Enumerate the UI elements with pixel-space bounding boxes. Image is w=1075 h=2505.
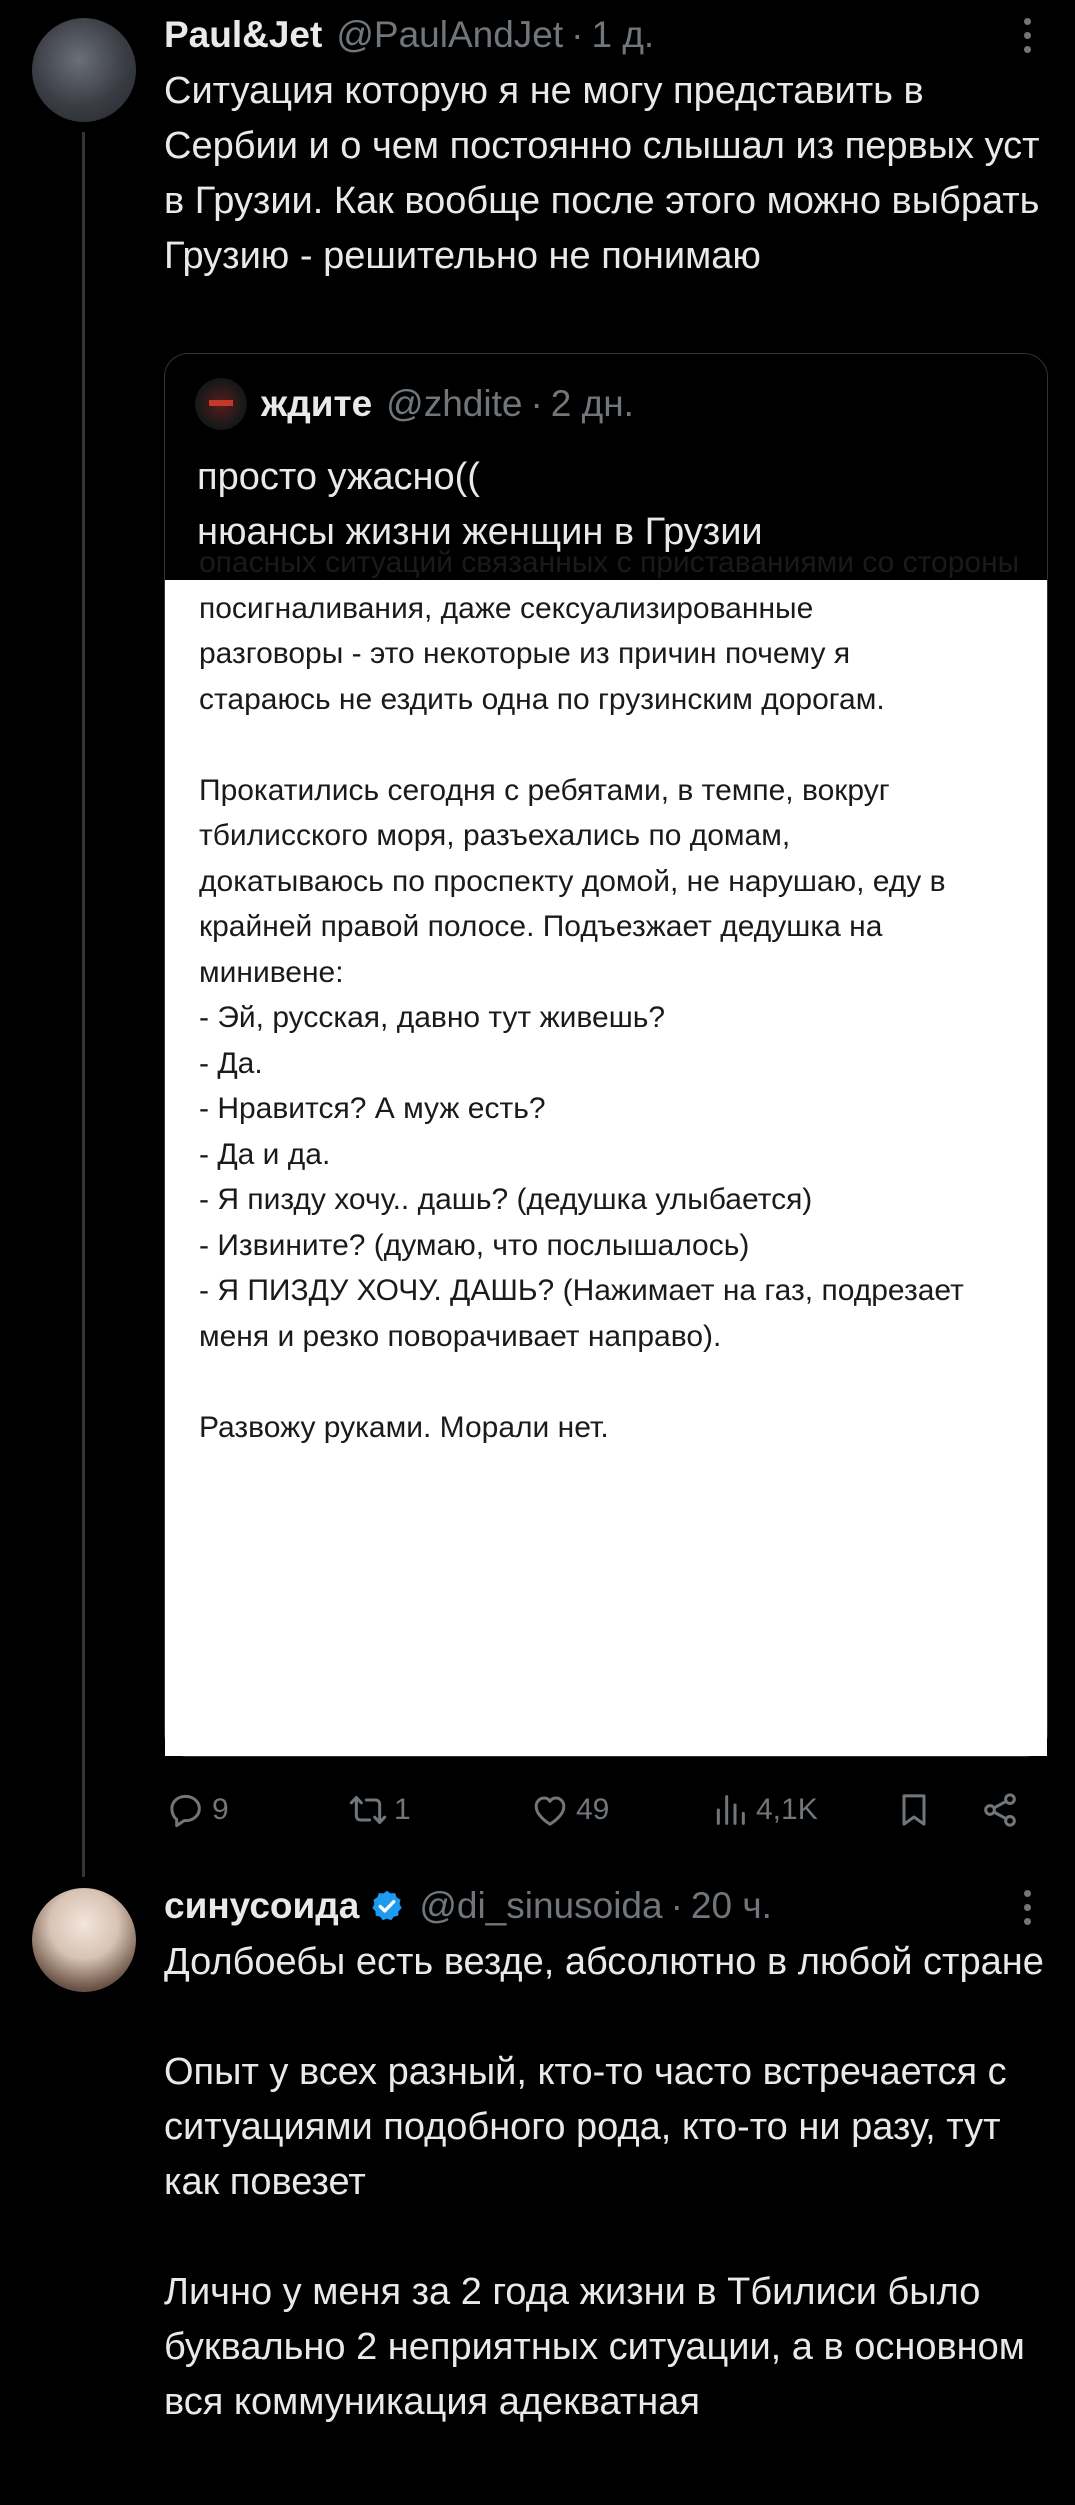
- separator-dot: ·: [670, 1885, 683, 1926]
- thread-line: [82, 132, 85, 1877]
- avatar[interactable]: [32, 1888, 136, 1992]
- tweet-actions: [164, 1782, 1044, 1838]
- bookmark-button[interactable]: [894, 1782, 940, 1838]
- more-options-icon[interactable]: [1022, 18, 1032, 58]
- author-handle[interactable]: @PaulAndJet: [336, 14, 564, 55]
- bookmark-icon: [894, 1790, 934, 1830]
- quoted-timestamp: 2 дн.: [550, 383, 634, 424]
- share-icon: [980, 1790, 1020, 1830]
- tweet-header: [164, 1883, 772, 1929]
- repost-icon: [348, 1790, 388, 1830]
- separator-dot: ·: [571, 14, 584, 55]
- tweet-text: Долбоебы есть везде, абсолютно в любой стране Опыт у всех разный, кто-то часто встречается с ситуациями подобного рода, кто-то ни разу, тут как повезет Лично у меня за 2 года жизни в Тбилиси было буквально 2 неприятных ситуации, а в основном вся коммуникация адекватная: [164, 1941, 1044, 2423]
- repost-button[interactable]: [348, 1782, 411, 1838]
- author-name[interactable]: Paul&Jet: [164, 14, 323, 55]
- verified-badge-icon: [369, 1888, 405, 1924]
- quoted-tweet-card[interactable]: [164, 353, 1048, 1757]
- tweet-text: Ситуация которую я не могу представить в Сербии и о чем постоянно слышал из первых уст в Грузии. Как вообще после этого можно выбрать Грузию - решительно не понимаю: [164, 70, 1040, 277]
- quoted-author-name: ждите: [261, 383, 373, 424]
- quoted-image-screenshot[interactable]: [165, 546, 1047, 1756]
- separator-dot: ·: [530, 383, 543, 424]
- like-count: 49: [576, 1793, 610, 1826]
- quoted-tweet-text: просто ужасно(( нюансы жизни женщин в Грузии: [197, 456, 763, 553]
- timestamp[interactable]: 20 ч.: [690, 1885, 772, 1926]
- author-name[interactable]: синусоида: [164, 1885, 360, 1926]
- quoted-tweet-header: [195, 376, 634, 432]
- avatar[interactable]: [32, 18, 136, 122]
- more-options-icon[interactable]: [1022, 1890, 1032, 1930]
- quoted-author-handle: @zhdite: [386, 383, 523, 424]
- author-handle[interactable]: @di_sinusoida: [419, 1885, 663, 1926]
- repost-count: 1: [394, 1793, 411, 1826]
- like-button[interactable]: [530, 1782, 609, 1838]
- image-text: опасных ситуаций связанных с приставаниями со стороны посигналивания, даже сексуализированные разговоры - это некоторые из причин почему я стараюсь не ездить одна по грузинским дорогам. Прокатились сегодня с ребятами, в темпе, вокруг тбилисского моря, разъехались по домам, докатываюсь по проспекту домой, не нарушаю, еду в крайней правой полосе. Подъезжает дедушка на минивене: - Эй, русская, давно тут живешь? - Да. - Нравится? А муж есть? - Да и да. - Я пизду хочу.. дашь? (дедушка улыбается) - Извините? (думаю, что послышалось) - Я ПИЗДУ ХОЧУ. ДАШЬ? (Нажимает на газ, подрезает меня и резко поворачивает направо). Развожу руками. Морали нет.: [199, 546, 1020, 1444]
- reply-button[interactable]: [166, 1782, 229, 1838]
- timestamp[interactable]: 1 д.: [591, 14, 655, 55]
- views-chart-icon: [710, 1790, 750, 1830]
- reply-icon: [166, 1790, 206, 1830]
- views-button[interactable]: [710, 1782, 818, 1838]
- share-button[interactable]: [980, 1782, 1026, 1838]
- quoted-avatar: [195, 378, 247, 430]
- reply-count: 9: [212, 1793, 229, 1826]
- views-count: 4,1K: [756, 1793, 818, 1826]
- heart-icon: [530, 1790, 570, 1830]
- tweet-header: [164, 12, 654, 58]
